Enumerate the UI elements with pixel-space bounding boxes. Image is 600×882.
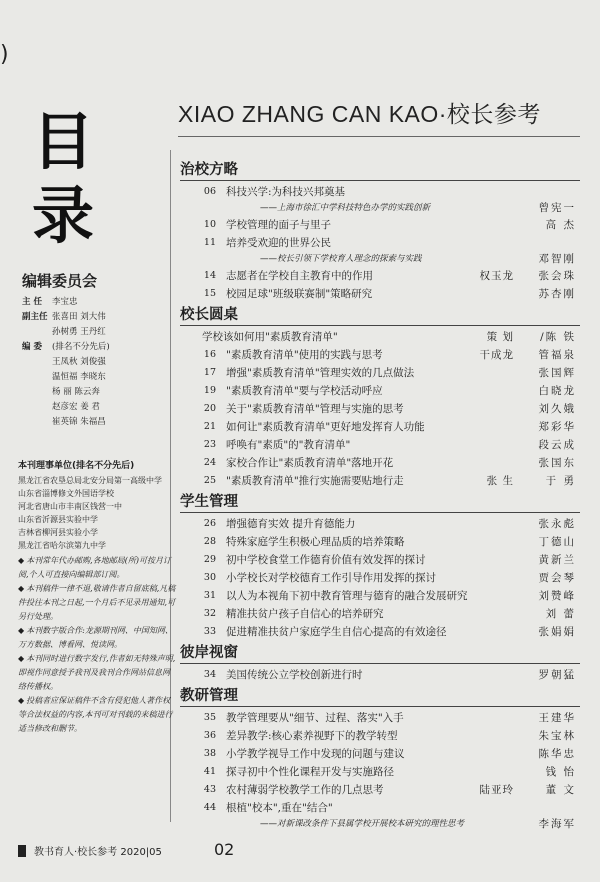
committee-role: [22, 325, 52, 340]
entry-author: 段云成: [538, 439, 576, 451]
toc-entry[interactable]: [180, 436, 580, 454]
entry-page: 31: [203, 590, 216, 601]
toc-entry[interactable]: [180, 799, 580, 817]
toc-entry[interactable]: [180, 216, 580, 234]
entry-title: 农村薄弱学校教学工作的几点思考: [226, 784, 384, 796]
footer: [18, 842, 318, 860]
header-title: XIAO ZHANG CAN KAO·校长参考: [178, 101, 541, 127]
toc-entry[interactable]: [180, 382, 580, 400]
toc-entry[interactable]: [180, 267, 580, 285]
committee-names: 孙树勇 王丹红: [52, 327, 106, 337]
toc-entry[interactable]: [180, 400, 580, 418]
entry-title: 学校该如何用"素质教育清单": [202, 331, 338, 343]
toc-entry[interactable]: [180, 727, 580, 745]
entry-page: 17: [203, 367, 216, 378]
entry-title: 教学管理要从"细节、过程、落实"入手: [226, 712, 404, 724]
section-heading: [180, 160, 580, 181]
entry-page: 26: [203, 518, 216, 529]
entry-author: 管福泉: [538, 349, 576, 361]
entry-author: 董 文: [545, 784, 576, 796]
note-item: [18, 582, 176, 624]
entry-author: 苏杏刚: [538, 288, 576, 300]
entry-page: 19: [203, 385, 216, 396]
entry-title: 家校合作让"素质教育清单"落地开花: [226, 457, 394, 469]
entry-page: 14: [203, 270, 216, 281]
note-text: 本刊常年代办邮购,各地邮局(所)可按月订阅,个人可直接向编辑部订阅。: [18, 556, 171, 579]
entry-page: 15: [203, 288, 216, 299]
toc-section: [180, 643, 580, 684]
entry-title: 以人为本视角下初中教育管理与德育的融合发展研究: [226, 590, 468, 602]
entry-title: ——上海市徐汇中学科技特色办学的实践创新: [260, 203, 431, 213]
entry-title: 培养受欢迎的世界公民: [226, 237, 331, 249]
table-of-contents: [180, 160, 580, 834]
org-item: 黑龙江省哈尔滨第九中学: [18, 541, 106, 550]
orgs-title: 本刊理事单位(排名不分先后): [18, 461, 135, 471]
toc-entry[interactable]: [180, 234, 580, 252]
entry-author: 黄新兰: [538, 554, 576, 566]
entry-author: 贾会琴: [538, 572, 576, 584]
toc-entry[interactable]: [180, 551, 580, 569]
page-number: 02: [214, 840, 235, 859]
toc-entry[interactable]: [180, 418, 580, 436]
committee-names: 李宝忠: [52, 297, 78, 307]
entry-title: 校园足球"班级联赛制"策略研究: [226, 288, 373, 300]
committee-names: 赵彦宏 姜 君: [52, 402, 100, 412]
toc-entry[interactable]: [180, 346, 580, 364]
toc-entry[interactable]: [180, 515, 580, 533]
entry-page: 25: [203, 475, 216, 486]
entry-author: 钱 怡: [545, 766, 576, 778]
section-title: 学生管理: [180, 494, 238, 510]
entry-title: ——对新课改条件下县属学校开展校本研究的理性思考: [260, 819, 465, 829]
toc-entry[interactable]: [180, 454, 580, 472]
toc-section: [180, 492, 580, 641]
entry-page: 11: [203, 237, 216, 248]
entry-page: 30: [203, 572, 216, 583]
org-item: 山东省淄博修文外国语学校: [18, 489, 114, 498]
toc-entry[interactable]: [180, 605, 580, 623]
section-heading: [180, 643, 580, 664]
toc-entry[interactable]: [180, 781, 580, 799]
toc-subtitle[interactable]: [180, 201, 580, 216]
entry-page: 36: [203, 730, 216, 741]
note-text: 本刊数字版合作:龙源期刊网、中国知网、万方数据、博看网、悦读网。: [18, 626, 173, 649]
entry-author: 张永彪: [538, 518, 576, 530]
section-heading: [180, 686, 580, 707]
committee-role: [22, 400, 52, 415]
entry-page: 33: [203, 626, 216, 637]
entry-title: 科技兴学:为科技兴邦奠基: [226, 186, 346, 198]
entry-title: 根植"校本",重在"结合": [226, 802, 333, 814]
toc-entry[interactable]: [180, 328, 580, 346]
note-item: [18, 554, 176, 582]
committee-names: 杨 丽 陈云奔: [52, 387, 100, 397]
bullet-icon: ◆: [18, 584, 25, 593]
member-organizations: [18, 458, 176, 736]
bullet-icon: ◆: [18, 654, 25, 663]
entry-page: 23: [203, 439, 216, 450]
org-item: 河北省唐山市丰南区钱营一中: [18, 502, 122, 511]
entry-author: 刘久娥: [538, 403, 576, 415]
entry-title: 志愿者在学校自主教育中的作用: [226, 270, 373, 282]
note-text: 投稿者应保证稿件不含有侵犯他人著作权等合法权益的内容,本刊可对刊载的来稿进行适当修改和删节。: [18, 696, 173, 733]
toc-entry[interactable]: [180, 709, 580, 727]
committee-row: [22, 370, 172, 385]
entry-title: 如何让"素质教育清单"更好地发挥育人功能: [226, 421, 425, 433]
committee-names: 王凤秋 刘俊强: [52, 357, 106, 367]
committee-names: 崔英锦 朱福昌: [52, 417, 106, 427]
entry-author: 刘 蕾: [545, 608, 576, 620]
entry-author: 陈华忠: [538, 748, 576, 760]
toc-entry[interactable]: [180, 533, 580, 551]
committee-names: 张喜田 刘大伟: [52, 312, 106, 322]
committee-role: 主 任: [22, 297, 42, 307]
entry-page: 43: [203, 784, 216, 795]
section-title: 校长圆桌: [180, 307, 238, 323]
entry-page: 16: [203, 349, 216, 360]
entry-coauthor: 权玉龙: [479, 270, 514, 282]
entry-page: 06: [203, 186, 216, 197]
bullet-icon: ◆: [18, 556, 25, 565]
footer-text: 教书育人·校长参考 2020|05: [34, 847, 162, 858]
org-item: 吉林省柳河县实验小学: [18, 528, 98, 537]
toc-entry[interactable]: [180, 623, 580, 641]
section-heading: [180, 492, 580, 513]
toc-section: [180, 160, 580, 303]
toc-entry[interactable]: [180, 285, 580, 303]
committee-row: [22, 385, 172, 400]
entry-title: 增强"素质教育清单"管理实效的几点做法: [226, 367, 415, 379]
toc-entry[interactable]: [180, 745, 580, 763]
committee-role: [22, 385, 52, 400]
committee-role: [22, 370, 52, 385]
entry-coauthor: 陆亚玲: [479, 784, 514, 796]
entry-title: 精准扶贫户孩子自信心的培养研究: [226, 608, 384, 620]
entry-coauthor: 干成龙: [479, 349, 514, 361]
org-item: 黑龙江省农垦总局北安分局第一高级中学: [18, 476, 162, 485]
entry-page: 44: [203, 802, 216, 813]
entry-author: 王建华: [538, 712, 576, 724]
entry-title: 小学校长对学校德育工作引导作用发挥的探讨: [226, 572, 436, 584]
entry-title: 特殊家庭学生积极心理品质的培养策略: [226, 536, 405, 548]
entry-author: 张国东: [538, 457, 576, 469]
toc-subtitle[interactable]: [180, 817, 580, 832]
entry-page: 10: [203, 219, 216, 230]
org-item: 山东省沂源县实验中学: [18, 515, 98, 524]
committee-rows: [22, 295, 172, 430]
entry-author: 张会珠: [538, 270, 576, 282]
entry-title: "素质教育清单"要与学校活动呼应: [226, 385, 383, 397]
committee-role: [22, 415, 52, 430]
note-item: [18, 694, 176, 736]
entry-title: ——校长引领下学校育人理念的探索与实践: [260, 254, 422, 264]
entry-author: 张国辉: [538, 367, 576, 379]
entry-page: 29: [203, 554, 216, 565]
bullet-icon: ◆: [18, 626, 25, 635]
entry-author: 刘赞峰: [538, 590, 576, 602]
entry-author: 李海军: [538, 818, 576, 830]
entry-coauthor: 策 划: [486, 331, 514, 343]
committee-role: [22, 355, 52, 370]
entry-title: 呼唤有"素质"的"教育清单": [226, 439, 351, 451]
toc-section: [180, 686, 580, 832]
toc-entry[interactable]: [180, 569, 580, 587]
committee-row: [22, 400, 172, 415]
entry-author: 罗朝猛: [538, 669, 576, 681]
toc-entry[interactable]: [180, 183, 580, 201]
entry-coauthor: 张 生: [486, 475, 514, 487]
entry-title: 增强德育实效 提升育德能力: [226, 518, 356, 530]
entry-author: 白晓龙: [538, 385, 576, 397]
entry-title: 促进精准扶贫户家庭学生自信心提高的有效途径: [226, 626, 447, 638]
bullet-icon: ◆: [18, 696, 25, 705]
entry-page: 24: [203, 457, 216, 468]
committee-row: [22, 340, 172, 355]
entry-author: 邓智刚: [538, 253, 576, 265]
entry-title: 关于"素质教育清单"管理与实施的思考: [226, 403, 404, 415]
toc-entry[interactable]: [180, 364, 580, 382]
entry-title: 美国传统公立学校创新进行时: [226, 669, 363, 681]
toc-entry[interactable]: [180, 666, 580, 684]
entry-page: 32: [203, 608, 216, 619]
big-char-lu: 录: [32, 179, 95, 252]
section-title: 彼岸视窗: [180, 645, 238, 661]
entry-title: 小学教学视导工作中发现的问题与建议: [226, 748, 405, 760]
entry-page: 38: [203, 748, 216, 759]
entry-title: "素质教育清单"使用的实践与思考: [226, 349, 383, 361]
entry-author: /陈 铁: [540, 331, 576, 343]
org-list: [18, 474, 176, 552]
entry-page: 41: [203, 766, 216, 777]
toc-entry[interactable]: [180, 587, 580, 605]
entry-author: 张娟娟: [538, 626, 576, 638]
entry-page: 20: [203, 403, 216, 414]
entry-author: 曾宪一: [538, 202, 576, 214]
entry-author: 高 杰: [545, 219, 576, 231]
committee-role: 编 委: [22, 342, 42, 352]
toc-entry[interactable]: [180, 763, 580, 781]
committee-row: [22, 415, 172, 430]
entry-author: 丁德山: [538, 536, 576, 548]
committee-row: [22, 295, 172, 310]
entry-title: 差异教学:核心素养视野下的教学转型: [226, 730, 398, 742]
section-heading: [180, 305, 580, 326]
entry-title: 初中学校食堂工作德育价值有效发挥的探讨: [226, 554, 426, 566]
toc-subtitle[interactable]: [180, 252, 580, 267]
entry-title: "素质教育清单"推行实施需要贴地行走: [226, 475, 404, 487]
entry-title: 探寻初中个性化课程开发与实施路径: [226, 766, 394, 778]
committee-names: 温恒福 李晓东: [52, 372, 106, 382]
entry-author: 于 勇: [545, 475, 576, 487]
committee-role: 副主任: [22, 312, 48, 322]
section-title: 教研管理: [180, 688, 238, 704]
committee-row: [22, 310, 172, 325]
editorial-committee: [22, 270, 172, 430]
committee-row: [22, 355, 172, 370]
entry-title: 学校管理的面子与里子: [226, 219, 331, 231]
entry-page: 21: [203, 421, 216, 432]
entry-author: 郑彩华: [538, 421, 576, 433]
committee-row: [22, 325, 172, 340]
entry-page: 34: [203, 669, 216, 680]
note-text: 本刊同时进行数字发行,作者如无特殊声明,即视作同意授予我刊及我刊合作网站信息网络传播权。: [18, 654, 176, 691]
committee-title: 编辑委员会: [22, 272, 98, 290]
notes-list: [18, 554, 176, 736]
header-divider: [178, 136, 580, 137]
note-item: [18, 624, 176, 652]
corner-mark: ): [0, 42, 9, 67]
entry-page: 28: [203, 536, 216, 547]
note-text: 本刊稿件一律不退,敬请作者自留底稿,凡稿件投往本刊之日起,一个月后不见录用通知,可另行处理。: [18, 584, 176, 621]
big-char-mu: 目: [32, 105, 95, 178]
note-item: [18, 652, 176, 694]
toc-section: [180, 305, 580, 490]
entry-author: 朱宝林: [538, 730, 576, 742]
section-title: 治校方略: [180, 162, 238, 178]
committee-names: (排名不分先后): [52, 342, 110, 352]
entry-page: 35: [203, 712, 216, 723]
toc-entry[interactable]: [180, 472, 580, 490]
footer-bar: [18, 845, 26, 857]
